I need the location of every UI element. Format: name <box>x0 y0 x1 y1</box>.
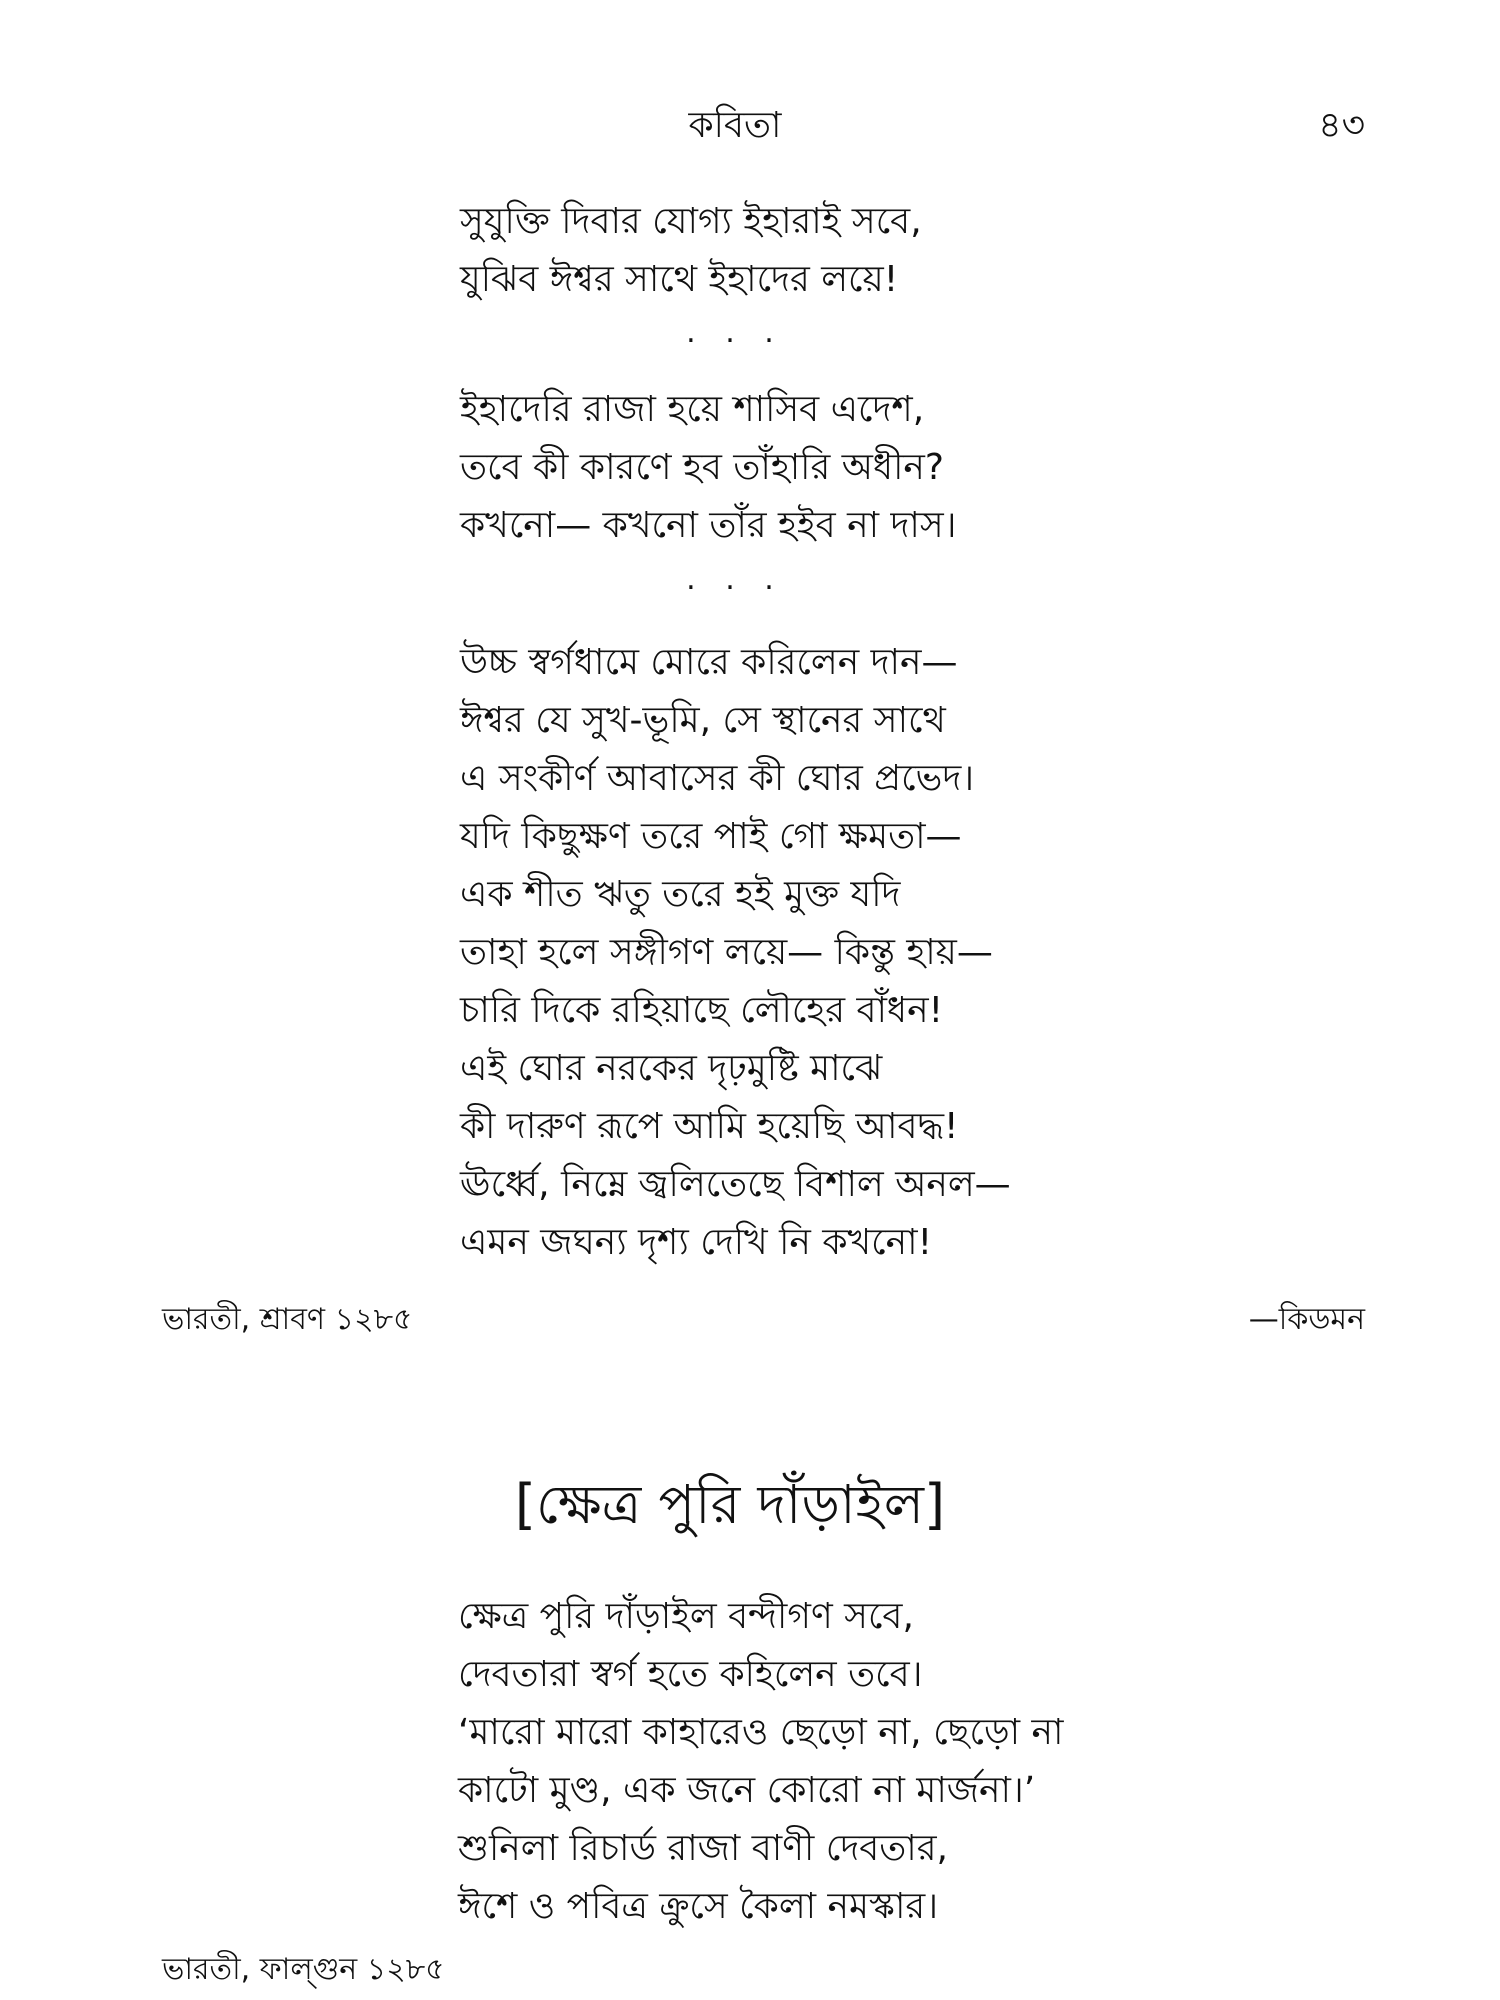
verse-line: যুঝিব ঈশ্বর সাথে ইহাদের লয়ে! <box>460 259 899 300</box>
running-header-title: কবিতা <box>688 105 782 146</box>
stanza-separator: . . . <box>686 315 784 350</box>
verse-line: কী দারুণ রূপে আমি হয়েছি আবদ্ধ! <box>460 1106 959 1147</box>
poem1-source: ভারতী, শ্রাবণ ১২৮৫ <box>162 1302 413 1337</box>
page-number: ৪৩ <box>1318 105 1365 146</box>
verse-line: এ সংকীর্ণ আবাসের কী ঘোর প্রভেদ। <box>460 758 975 799</box>
poem1-stanza-2 <box>460 381 957 555</box>
stanza-separator: . . . <box>686 562 784 597</box>
verse-line: ইহাদেরি রাজা হয়ে শাসিব এদেশ, <box>460 389 925 430</box>
poem1-attribution: —কিডমন <box>1248 1302 1365 1337</box>
verse-line: ঈশে ও পবিত্র ক্রুসে কৈলা নমস্কার। <box>458 1886 939 1927</box>
verse-line: এক শীত ঋতু তরে হই মুক্ত যদি <box>460 874 901 915</box>
verse-line: ক্ষেত্র পুরি দাঁড়াইল বন্দীগণ সবে, <box>458 1596 914 1637</box>
verse-line: সুযুক্তি দিবার যোগ্য ইহারাই সবে, <box>460 201 922 242</box>
verse-line: চারি দিকে রহিয়াছে লৌহের বাঁধন! <box>460 990 944 1031</box>
verse-line: শুনিলা রিচার্ড রাজা বাণী দেবতার, <box>458 1828 948 1869</box>
verse-line: এই ঘোর নরকের দৃঢ়মুষ্টি মাঝে <box>460 1048 883 1089</box>
verse-line: ‘মারো মারো কাহারেও ছেড়ো না, ছেড়ো না <box>458 1712 1064 1753</box>
poem2-title: [ক্ষেত্র পুরি দাঁড়াইল] <box>514 1473 946 1536</box>
poem1-stanza-3 <box>460 634 1011 1272</box>
verse-line: ঈশ্বর যে সুখ-ভূমি, সে স্থানের সাথে <box>460 700 946 741</box>
verse-line: যদি কিছুক্ষণ তরে পাই গো ক্ষমতা— <box>460 816 962 857</box>
verse-line: কাটো মুণ্ড, এক জনে কোরো না মার্জনা।’ <box>458 1770 1036 1811</box>
poem2-source: ভারতী, ফাল্গুন ১২৮৫ <box>162 1952 445 1987</box>
poem1-stanza-1 <box>460 193 922 309</box>
verse-line: এমন জঘন্য দৃশ্য দেখি নি কখনো! <box>460 1222 933 1263</box>
verse-line: ঊর্ধ্বে, নিম্নে জ্বলিতেছে বিশাল অনল— <box>460 1164 1011 1205</box>
verse-line: তবে কী কারণে হব তাঁহারি অধীন? <box>460 447 944 488</box>
poem2-stanza <box>458 1588 1063 1936</box>
verse-line: উচ্চ স্বর্গধামে মোরে করিলেন দান— <box>460 642 958 683</box>
verse-line: তাহা হলে সঙ্গীগণ লয়ে— কিন্তু হায়— <box>460 932 993 973</box>
verse-line: দেবতারা স্বর্গ হতে কহিলেন তবে। <box>458 1654 923 1695</box>
verse-line: কখনো— কখনো তাঁর হইব না দাস। <box>460 505 957 546</box>
